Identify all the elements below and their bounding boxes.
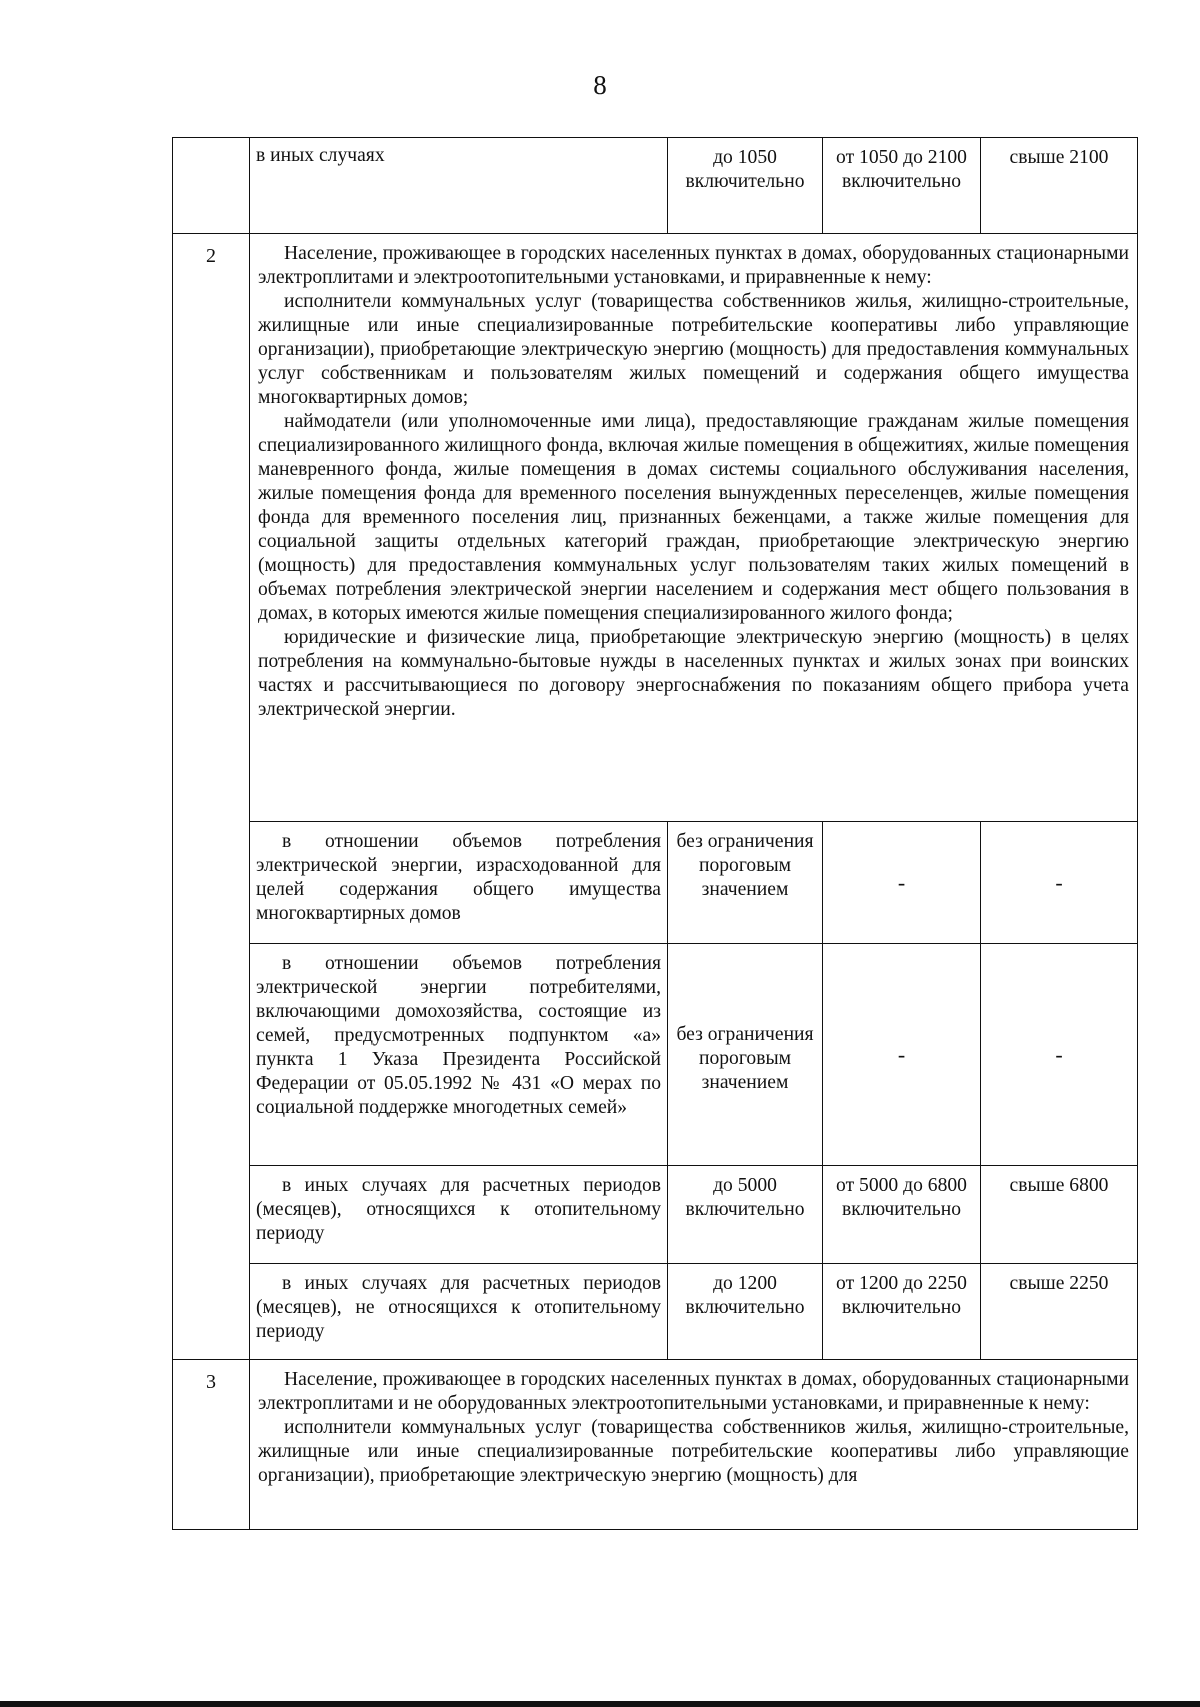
table-row (173, 1166, 1138, 1264)
condition-cell (250, 1166, 668, 1264)
row-number-cell: 2 (173, 234, 250, 1360)
tariff-table (172, 137, 1138, 1530)
table-row (173, 138, 1138, 234)
table-row (173, 1360, 1138, 1530)
condition-label: в отношении объемов потребления электрической энергии, израсходованной для целей содержания общего имущества многоквартирных домов (256, 831, 661, 924)
threshold-1-cell: до 1050 включительно (668, 138, 823, 234)
threshold-3-cell: - (981, 944, 1138, 1166)
paragraph: юридические и физические лица, приобретающие электрическую энергию (мощность) в целях потребления на коммунально-бытовые нужды в населенных пунктах и жилых зонах при воинских частях и рассчитывающиеся по договору энергоснабжения по показаниям общего прибора учета электрической энергии. (258, 627, 1129, 720)
threshold-1-cell: без ограничения пороговым значением (668, 944, 823, 1166)
threshold-3-cell: свыше 2250 (981, 1264, 1138, 1360)
paragraph: Население, проживающее в городских населенных пунктах в домах, оборудованных стационарными электроплитами и не оборудованных электроотопительными установками, и приравненные к нему: (258, 1369, 1129, 1414)
threshold-2-cell: от 5000 до 6800 включительно (823, 1166, 981, 1264)
condition-cell (250, 822, 668, 944)
threshold-2-cell: от 1200 до 2250 включительно (823, 1264, 981, 1360)
threshold-3-cell: - (981, 822, 1138, 944)
condition-label: в иных случаях для расчетных периодов (месяцев), не относящихся к отопительному периоду (256, 1273, 661, 1342)
category-description (250, 234, 1138, 822)
row-number-cell (173, 138, 250, 234)
table-row (173, 822, 1138, 944)
table-row (173, 1264, 1138, 1360)
condition-label: в отношении объемов потребления электрической энергии потребителями, включающими домохозяйства, состоящие из семей, предусмотренных подпунктом «а» пункта 1 Указа Президента Российской Федерации от 05.05.1992 № 431 «О мерах по социальной поддержке многодетных семей» (256, 953, 661, 1118)
scan-edge (0, 1701, 1200, 1707)
threshold-1-cell: до 5000 включительно (668, 1166, 823, 1264)
row-number-cell: 3 (173, 1360, 250, 1530)
paragraph: Население, проживающее в городских населенных пунктах в домах, оборудованных стационарными электроплитами и электроотопительными установками, и приравненные к нему: (258, 243, 1129, 288)
condition-label: в иных случаях для расчетных периодов (месяцев), относящихся к отопительному периоду (256, 1175, 661, 1244)
paragraph: исполнители коммунальных услуг (товарищества собственников жилья, жилищно-строительные, жилищные или иные специализированные потребительские кооперативы либо управляющие организации), приобретающие электрическую энергию (мощность) для предоставления коммунальных услуг собственникам и пользователям жилых помещений и содержания общего имущества многоквартирных домов; (258, 291, 1129, 408)
condition-cell (250, 1264, 668, 1360)
page-number: 8 (593, 70, 607, 100)
threshold-3-cell: свыше 2100 (981, 138, 1138, 234)
threshold-1-cell: без ограничения пороговым значением (668, 822, 823, 944)
paragraph: наймодатели (или уполномоченные ими лица), предоставляющие гражданам жилые помещения специализированного жилищного фонда, включая жилые помещения в общежитиях, жилые помещения маневренного фонда, жилые помещения в домах системы социального обслуживания населения, жилые помещения фонда для временного поселения вынужденных переселенцев, жилые помещения фонда для временного поселения лиц, признанных беженцами, а также жилые помещения для социальной защиты отдельных категорий граждан, приобретающие электрическую энергию (мощность) для предоставления коммунальных услуг пользователям таких жилых помещений в объемах потребления электрической энергии населением и содержания мест общего пользования в домах, в которых имеются жилые помещения специализированного жилого фонда; (258, 411, 1129, 624)
condition-label: в иных случаях (256, 145, 385, 166)
threshold-3-cell: свыше 6800 (981, 1166, 1138, 1264)
threshold-2-cell: от 1050 до 2100 включительно (823, 138, 981, 234)
threshold-2-cell: - (823, 822, 981, 944)
table-row (173, 234, 1138, 822)
paragraph: исполнители коммунальных услуг (товарищества собственников жилья, жилищно-строительные, жилищные или иные специализированные потребительские кооперативы либо управляющие организации), приобретающие электрическую энергию (мощность) для (258, 1417, 1129, 1486)
threshold-1-cell: до 1200 включительно (668, 1264, 823, 1360)
table-row (173, 944, 1138, 1166)
condition-cell (250, 138, 668, 234)
category-description (250, 1360, 1138, 1530)
threshold-2-cell: - (823, 944, 981, 1166)
condition-cell (250, 944, 668, 1166)
